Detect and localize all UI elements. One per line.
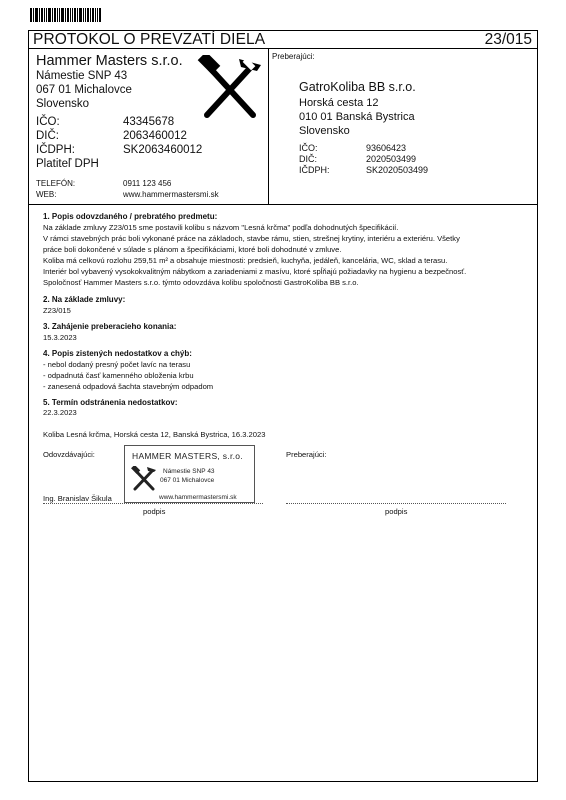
supplier-ico: 43345678 [123, 116, 175, 128]
supplier-phone: 0911 123 456 [123, 179, 172, 188]
supplier-dic-label: DIČ: [36, 130, 59, 142]
customer-country: Slovensko [299, 125, 350, 137]
section-3-heading: 3. Zahájenie preberacieho konania: [43, 322, 177, 331]
section-2-heading: 2. Na základe zmluvy: [43, 295, 126, 304]
section-4-heading: 4. Popis zistených nedostatkov a chýb: [43, 349, 192, 358]
receiver-label: Preberajúci: [286, 450, 327, 459]
supplier-name: Hammer Masters s.r.o. [36, 53, 183, 69]
document-number: 23/015 [484, 31, 532, 48]
supplier-street: Námestie SNP 43 [36, 70, 128, 82]
place-date: Koliba Lesná krčma, Horská cesta 12, Banská Bystrica, 16.3.2023 [43, 430, 266, 439]
supplier-icdph: SK2063460012 [123, 144, 203, 156]
handover-name: Ing. Branislav Šikula [43, 494, 112, 503]
customer-icdph: SK2020503499 [366, 165, 429, 175]
customer-dic-label: DIČ: [299, 154, 317, 164]
handover-signature-line [43, 503, 263, 505]
supplier-phone-label: TELEFÓN: [36, 179, 76, 188]
section-1-line: Interiér bol vybavený vysokokvalitným nábytkom a zariadeniami z masívu, ktoré spĺňajú požiadavky na hygienu a bezpečnosť. [43, 267, 467, 276]
section-2-value: Z23/015 [43, 306, 71, 315]
customer-name: GatroKoliba BB s.r.o. [299, 80, 416, 94]
page-title: PROTOKOL O PREVZATÍ DIELA [33, 31, 266, 48]
stamp-web: www.hammermastersmi.sk [159, 494, 237, 501]
barcode [30, 8, 102, 22]
horizontal-divider [28, 204, 538, 205]
vertical-divider [268, 49, 269, 204]
section-1-line: Spoločnosť Hammer Masters s.r.o. týmto odovzdáva kolibu spoločnosti GastroKoliba BB s.r.o. [43, 278, 359, 287]
customer-icdph-label: IČDPH: [299, 165, 330, 175]
section-5-value: 22.3.2023 [43, 408, 77, 417]
section-1-line: Na základe zmluvy Z23/015 sme postavili kolibu s názvom "Lesná krčma" podľa dohodnutých špecifikácií. [43, 223, 399, 232]
stamp-city: 067 01 Michalovce [160, 477, 215, 484]
section-1-line: V rámci stavebných prác boli vykonané práce na základoch, stavbe rámu, stien, strešnej krytiny, interiéru a exteriéru. Všetky [43, 234, 460, 243]
customer-ico-label: IČO: [299, 143, 318, 153]
section-4-item: - nebol dodaný presný počet lavíc na terasu [43, 360, 191, 369]
customer-street: Horská cesta 12 [299, 97, 379, 109]
section-5-heading: 5. Termín odstránenia nedostatkov: [43, 398, 178, 407]
handover-label: Odovzdávajúci: [43, 450, 95, 459]
supplier-dic: 2063460012 [123, 130, 187, 142]
section-1-line: práce boli dokončené v súlade s plánom a špecifikáciami, ktoré boli dohodnuté v zmluve. [43, 245, 342, 254]
section-3-value: 15.3.2023 [43, 333, 77, 342]
customer-label: Preberajúci: [272, 52, 315, 61]
customer-dic: 2020503499 [366, 154, 417, 164]
supplier-city: 067 01 Michalovce [36, 84, 132, 96]
stamp-crossed-hammers-icon [131, 466, 157, 492]
customer-ico: 93606423 [366, 143, 407, 153]
handover-sign-label: podpis [143, 507, 166, 516]
supplier-vat-note: Platiteľ DPH [36, 158, 99, 170]
stamp-title: HAMMER MASTERS, s.r.o. [132, 451, 243, 461]
receiver-signature-line [286, 503, 506, 505]
section-1-heading: 1. Popis odovzdaného / prebratého predmetu: [43, 212, 218, 221]
supplier-web-label: WEB: [36, 190, 57, 199]
crossed-hammers-icon [197, 55, 263, 121]
section-4-item: - zanesená odpadová šachta stavebným odpadom [43, 382, 214, 391]
stamp-street: Námestie SNP 43 [163, 468, 215, 475]
receiver-sign-label: podpis [385, 507, 408, 516]
section-4-item: - odpadnutá časť kamenného obloženia krbu [43, 371, 194, 380]
supplier-country: Slovensko [36, 98, 90, 110]
supplier-ico-label: IČO: [36, 116, 60, 128]
section-1-line: Koliba má celkovú rozlohu 259,51 m² a obsahuje miestnosti: predsieň, kuchyňa, jedáleň, kancelária, WC, sklad a terasu. [43, 256, 448, 265]
customer-city: 010 01 Banská Bystrica [299, 111, 415, 123]
supplier-icdph-label: IČDPH: [36, 144, 75, 156]
supplier-web: www.hammermastersmi.sk [123, 190, 219, 199]
